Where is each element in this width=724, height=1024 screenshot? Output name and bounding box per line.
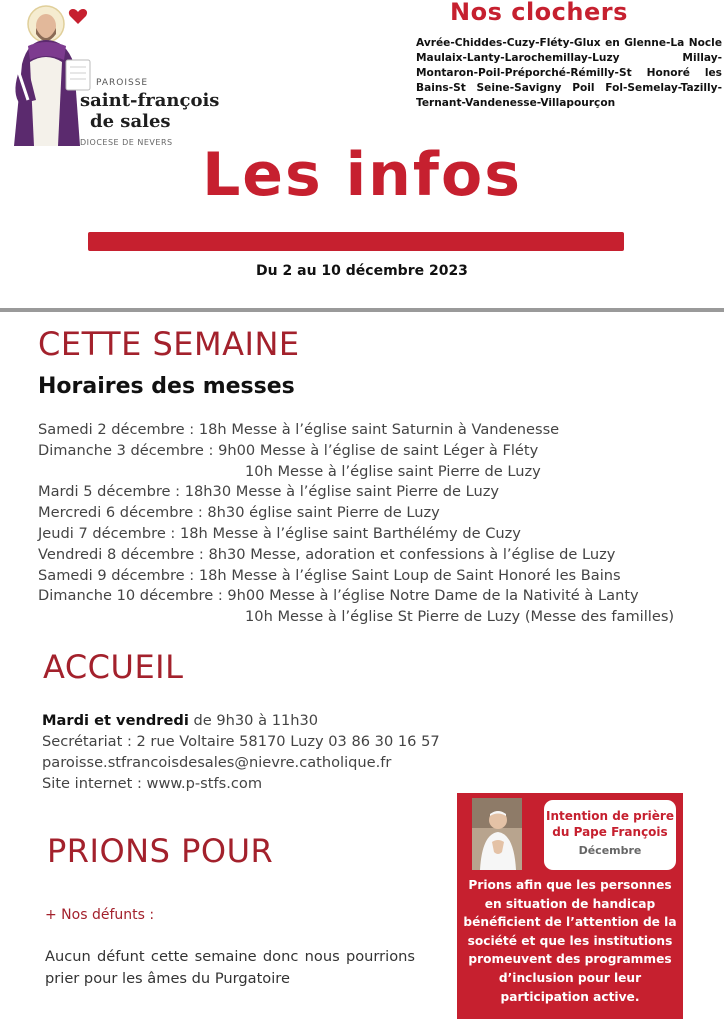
intention-month: Décembre: [578, 844, 642, 857]
intention-title: Intention de prière du Pape François: [546, 809, 674, 839]
clochers-title: Nos clochers: [450, 0, 628, 26]
parish-name: [80, 90, 230, 132]
prayer-intention-text: Prions afin que les personnes en situation de handicap bénéficient de l’attention de la société et que les institutions promeuvent des programmes d’inclusion pour leur participation active.: [463, 878, 677, 1004]
page-title: Les infos: [202, 140, 522, 210]
opening-days: Mardi et vendredi: [42, 712, 189, 729]
website-link[interactable]: Site internet : www.p-stfs.com: [42, 775, 263, 792]
list-item: 10h Messe à l’église saint Pierre de Luzy: [245, 462, 541, 480]
paroisse-label: PAROISSE: [96, 78, 149, 88]
mass-schedule-list: [38, 420, 724, 628]
opening-times: de 9h30 à 11h30: [188, 712, 319, 729]
section-heading-accueil: ACCUEIL: [43, 648, 184, 686]
title-underline-bar: [88, 232, 624, 251]
list-item: Samedi 9 décembre : 18h Messe à l’église Saint Loup de Saint Honoré les Bains: [38, 566, 621, 584]
clochers-list: Avrée-Chiddes-Cuzy-Fléty-Glux en Glenne-La Nocle Maulaix-Lanty-Larochemillay-Luzy Millay-Montaron-Poil-Préporché-Rémilly-St Honoré les Bains-St Seine-Savigny Poil Fol-Semelay-Tazilly-Ternant-Vandenesse-Villapourçon: [416, 37, 722, 109]
list-item: Mercredi 6 décembre : 8h30 église saint Pierre de Luzy: [38, 504, 440, 522]
diocese-label: DIOCESE DE NEVERS: [80, 138, 173, 147]
list-item: 10h Messe à l’église St Pierre de Luzy (Messe des familles): [245, 608, 675, 626]
secretariat-address: Secrétariat : 2 rue Voltaire 58170 Luzy 03 86 30 16 57: [42, 733, 440, 750]
list-item: Samedi 2 décembre : 18h Messe à l’église saint Saturnin à Vandenesse: [38, 421, 560, 438]
list-item: Jeudi 7 décembre : 18h Messe à l’église saint Barthélémy de Cuzy: [38, 524, 521, 542]
email-address[interactable]: paroisse.stfrancoisdesales@nievre.catholique.fr: [42, 754, 392, 771]
subheading-horaires-messes: Horaires des messes: [38, 374, 295, 399]
section-heading-cette-semaine: CETTE SEMAINE: [38, 325, 300, 363]
parish-name-line1: saint-françois: [80, 90, 220, 111]
pope-photo: [472, 798, 522, 870]
parish-name-line2: de sales: [90, 111, 171, 132]
accueil-info: [42, 710, 482, 794]
section-heading-prions-pour: PRIONS POUR: [47, 832, 274, 870]
list-item: Dimanche 3 décembre : 9h00 Messe à l’église de saint Léger à Fléty: [38, 441, 539, 459]
defunts-text: Aucun défunt cette semaine donc nous pourrions prier pour les âmes du Purgatoire: [45, 948, 415, 987]
opening-hours: [42, 710, 482, 731]
list-item: Vendredi 8 décembre : 8h30 Messe, adoration et confessions à l’église de Luzy: [38, 545, 616, 563]
date-range: Du 2 au 10 décembre 2023: [256, 263, 468, 279]
header-divider: [0, 308, 724, 312]
list-item: Dimanche 10 décembre : 9h00 Messe à l’église Notre Dame de la Nativité à Lanty: [38, 587, 639, 605]
list-item: Mardi 5 décembre : 18h30 Messe à l’église saint Pierre de Luzy: [38, 483, 500, 501]
defunts-label: + Nos défunts :: [45, 907, 155, 923]
